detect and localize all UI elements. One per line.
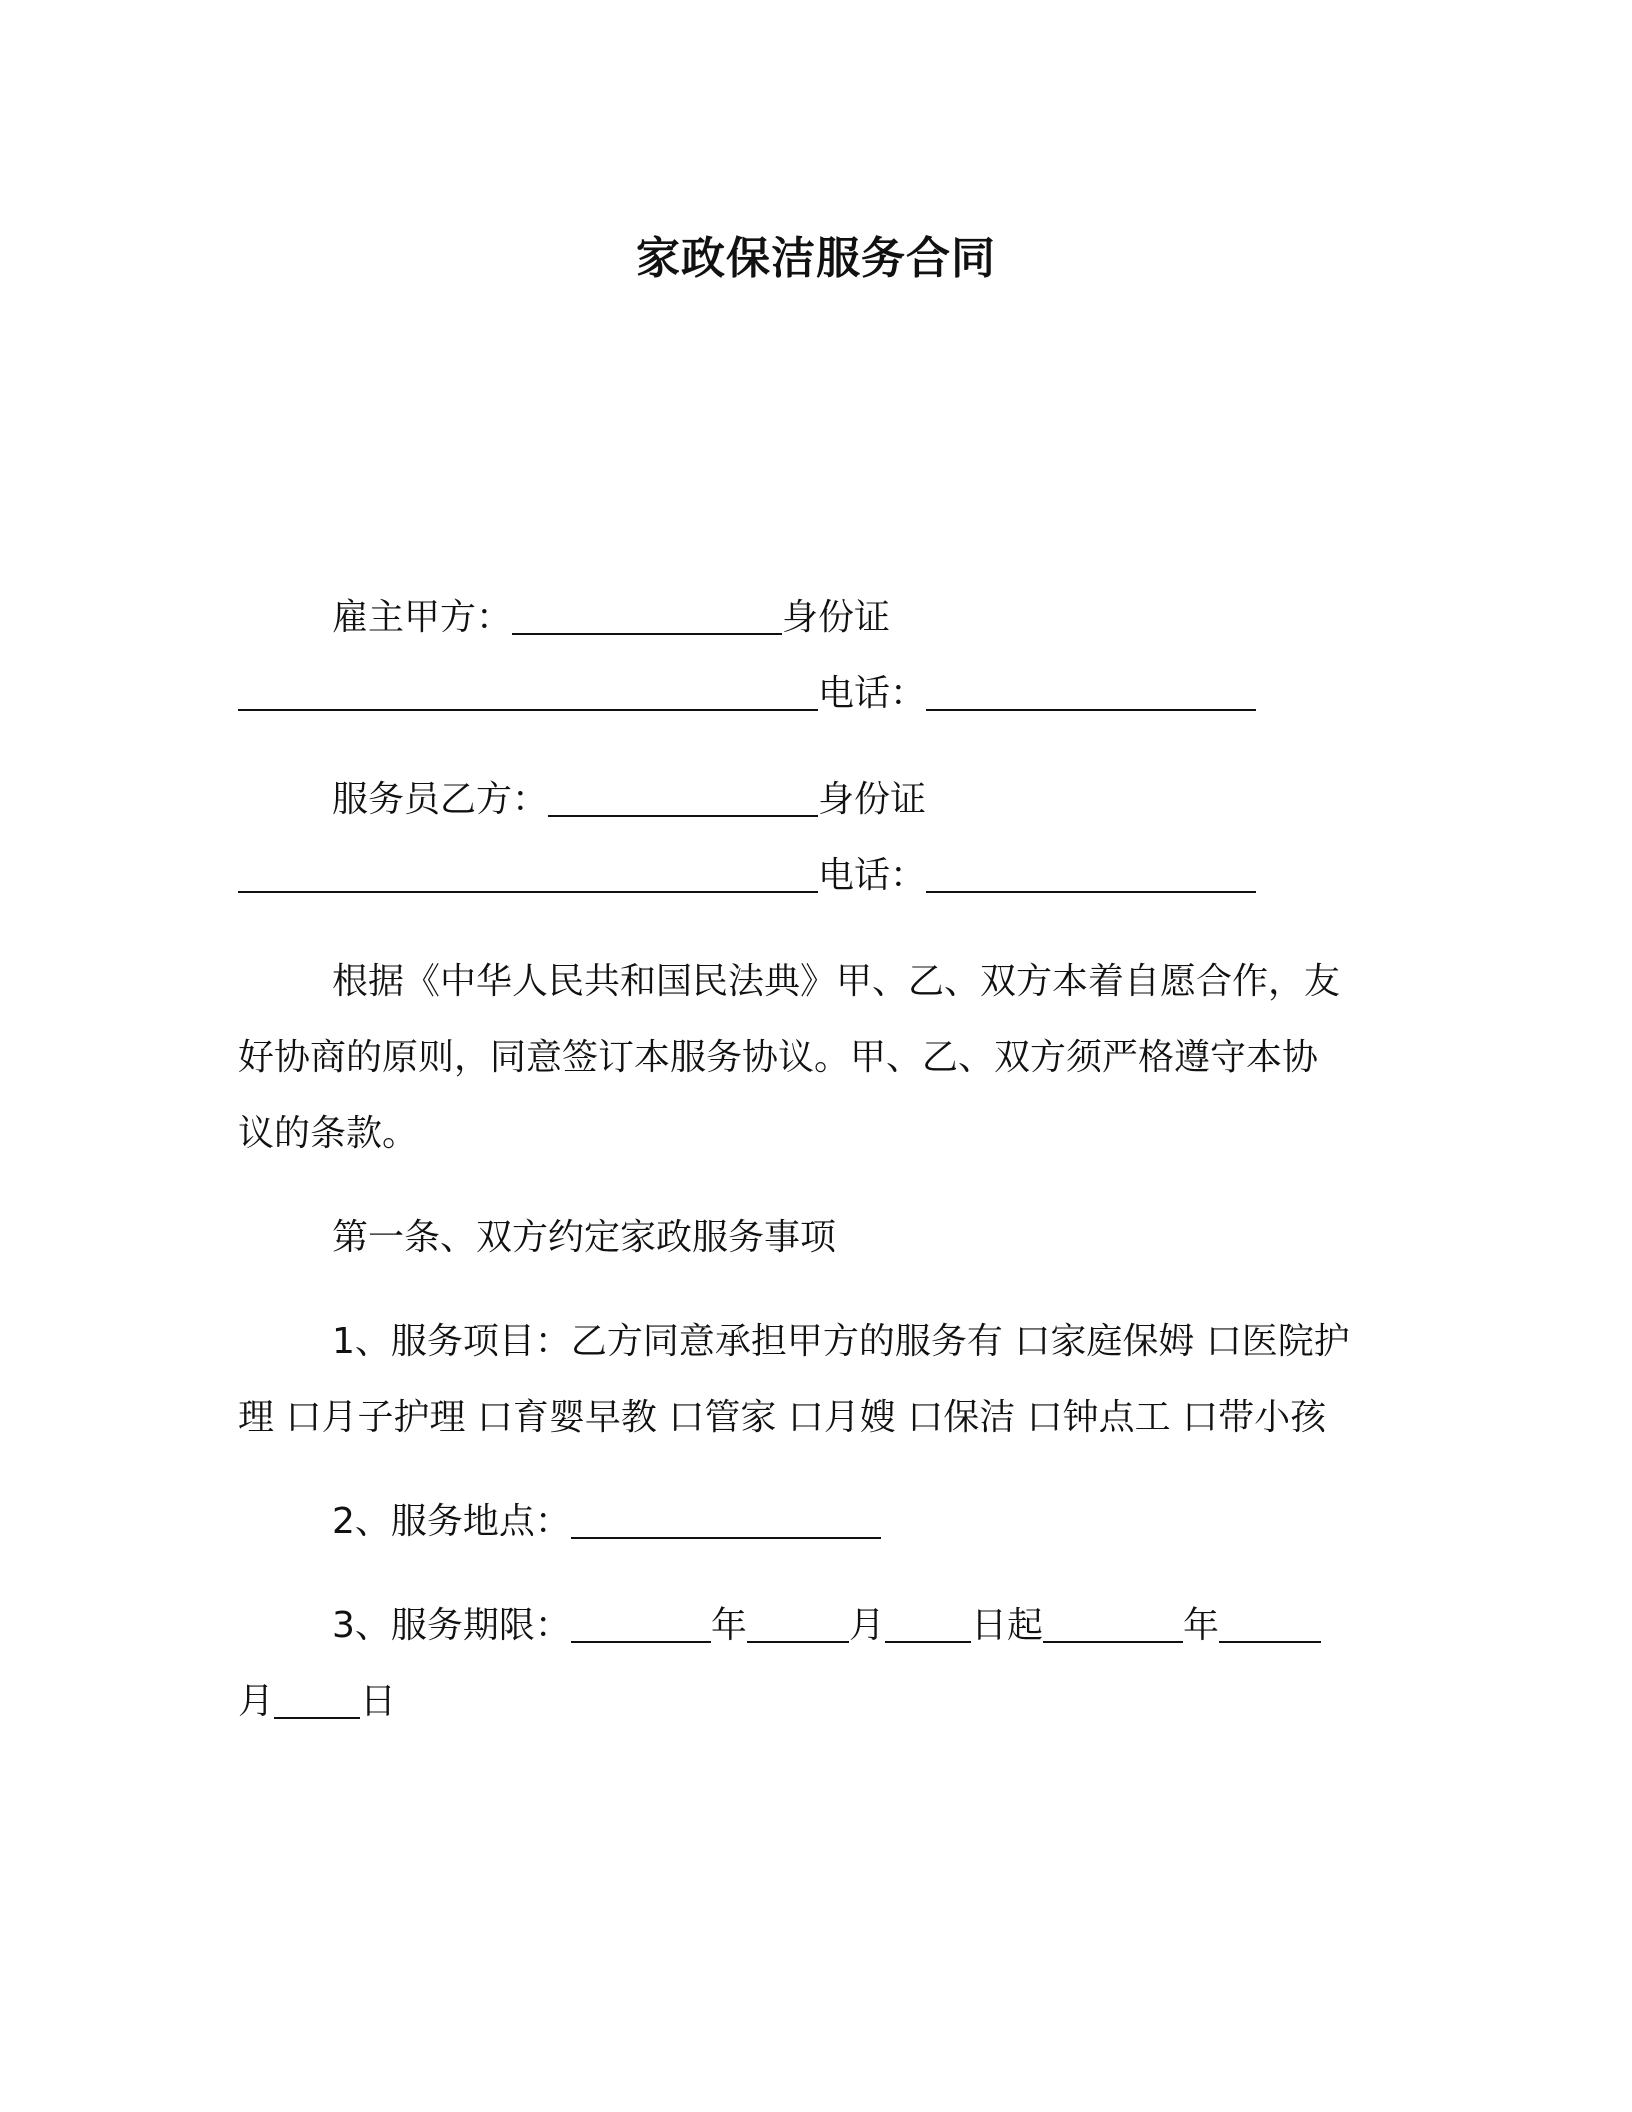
service-items-line-2: 理 口月子护理 口育婴早教 口管家 口月嫂 口保洁 口钟点工 口带小孩 xyxy=(238,1397,1327,1438)
start-year-label: 年 xyxy=(710,1605,747,1646)
worker-id-blank[interactable] xyxy=(238,857,818,893)
intro-line-3: 议的条款。 xyxy=(238,1113,419,1154)
employer-line xyxy=(332,594,890,642)
start-month-label: 月 xyxy=(848,1605,885,1646)
start-day-label: 日起 xyxy=(970,1605,1043,1646)
end-day-blank[interactable] xyxy=(274,1683,360,1719)
worker-label: 服务员乙方： xyxy=(332,779,549,820)
service-location-label: 2、服务地点： xyxy=(332,1501,571,1542)
intro-line-2: 好协商的原则，同意签订本服务协议。甲、乙、双方须严格遵守本协 xyxy=(238,1037,1319,1078)
worker-phone-label: 电话： xyxy=(818,855,927,896)
document-title: 家政保洁服务合同 xyxy=(636,233,996,284)
start-year-blank[interactable] xyxy=(571,1607,711,1643)
end-month-label: 月 xyxy=(238,1681,275,1722)
employer-phone-label: 电话： xyxy=(818,673,927,714)
worker-id-phone-line xyxy=(238,852,1256,900)
employer-name-blank[interactable] xyxy=(512,599,782,635)
end-day-label: 日 xyxy=(360,1681,397,1722)
worker-phone-blank[interactable] xyxy=(926,857,1256,893)
employer-id-phone-line xyxy=(238,670,1256,718)
start-day-blank[interactable] xyxy=(885,1607,971,1643)
worker-line xyxy=(332,776,926,824)
employer-phone-blank[interactable] xyxy=(926,675,1256,711)
end-year-label: 年 xyxy=(1182,1605,1219,1646)
end-year-blank[interactable] xyxy=(1043,1607,1183,1643)
service-location-blank[interactable] xyxy=(571,1503,881,1539)
service-period-label: 3、服务期限： xyxy=(332,1605,571,1646)
worker-name-blank[interactable] xyxy=(548,781,818,817)
service-items-line-1: 1、服务项目：乙方同意承担甲方的服务有 口家庭保姆 口医院护 xyxy=(332,1321,1350,1362)
employer-label: 雇主甲方： xyxy=(332,597,513,638)
service-period-line-2 xyxy=(238,1678,396,1726)
start-month-blank[interactable] xyxy=(747,1607,849,1643)
employer-id-label: 身份证 xyxy=(782,597,891,638)
service-location-line xyxy=(332,1498,881,1546)
employer-id-blank[interactable] xyxy=(238,675,818,711)
intro-line-1: 根据《中华人民共和国民法典》甲、乙、双方本着自愿合作，友 xyxy=(332,961,1341,1002)
article-1-heading: 第一条、双方约定家政服务事项 xyxy=(332,1217,837,1258)
end-month-blank[interactable] xyxy=(1219,1607,1321,1643)
service-period-line-1 xyxy=(332,1602,1321,1650)
worker-id-label: 身份证 xyxy=(818,779,927,820)
